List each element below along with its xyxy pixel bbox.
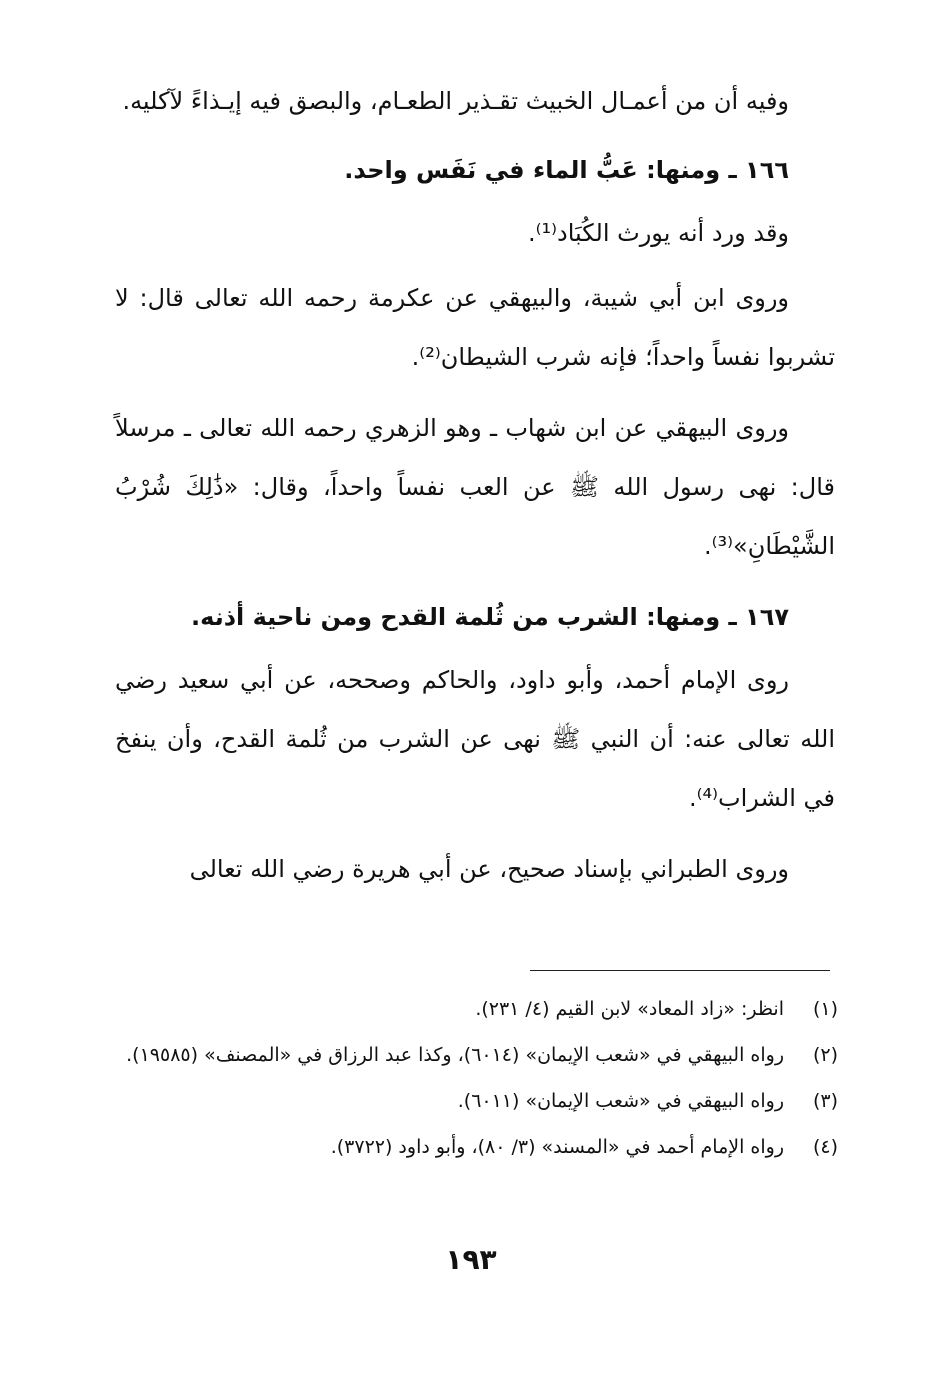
paragraph-ibn-abi-shayba: وروى ابن أبي شيبة، والبيهقي عن عكرمة رحمه الله تعالى قال: لا تشربوا نفساً واحداً؛ فإنه شرب الشيطان⁽²⁾. — [115, 284, 835, 371]
paragraph-tabarani: وروى الطبراني بإسناد صحيح، عن أبي هريرة رضي الله تعالى — [189, 855, 789, 883]
footnote-text: رواه البيهقي في «شعب الإيمان» (٦٠١١). — [457, 1090, 784, 1112]
paragraph-imam-ahmad: روى الإمام أحمد، وأبو داود، والحاكم وصححه، عن أبي سعيد رضي الله تعالى عنه: أن النبي ﷺ نهى عن الشرب من ثُلمة القدح، وأن ينفخ في الشراب⁽⁴⁾. — [115, 666, 835, 812]
footnote-number: (٤) — [812, 1136, 838, 1158]
paragraph-kubad: وقد ورد أنه يورث الكُبَاد⁽¹⁾. — [527, 219, 789, 247]
footnote-divider — [530, 970, 830, 971]
footnote-2 — [118, 1032, 838, 1078]
footnote-text: رواه البيهقي في «شعب الإيمان» (٦٠١٤)، وكذا عبد الرزاق في «المصنف» (١٩٥٨٥). — [126, 1044, 784, 1066]
paragraph-intro: وفيه أن من أعمـال الخبيث تقـذير الطعـام، والبصق فيه إيـذاءً لآكليه. — [122, 87, 789, 115]
footnote-1 — [118, 986, 838, 1032]
section-heading-166: ١٦٦ ـ ومنها: عَبُّ الماء في نَفَس واحد. — [344, 156, 789, 184]
footnote-number: (٣) — [812, 1090, 838, 1112]
footnote-text: رواه الإمام أحمد في «المسند» (٣/ ٨٠)، وأبو داود (٣٧٢٢). — [330, 1136, 784, 1158]
footnote-3 — [118, 1078, 838, 1124]
footnote-4 — [118, 1124, 838, 1170]
paragraph-ibn-shihab: وروى البيهقي عن ابن شهاب ـ وهو الزهري رحمه الله تعالى ـ مرسلاً قال: نهى رسول الله ﷺ عن العب نفساً واحداً، وقال: «ذَٰلِكَ شُرْبُ الشَّيْطَانِ»⁽³⁾. — [115, 414, 835, 560]
footnote-number: (٢) — [812, 1044, 838, 1066]
footnote-number: (١) — [812, 998, 838, 1020]
main-text-block — [115, 72, 835, 911]
footnote-text: انظر: «زاد المعاد» لابن القيم (٤/ ٢٣١). — [475, 998, 784, 1020]
section-heading-167: ١٦٧ ـ ومنها: الشرب من ثُلمة القدح ومن ناحية أذنه. — [191, 603, 789, 631]
page-number: ١٩٣ — [445, 1243, 497, 1276]
footnotes-block — [118, 986, 838, 1170]
